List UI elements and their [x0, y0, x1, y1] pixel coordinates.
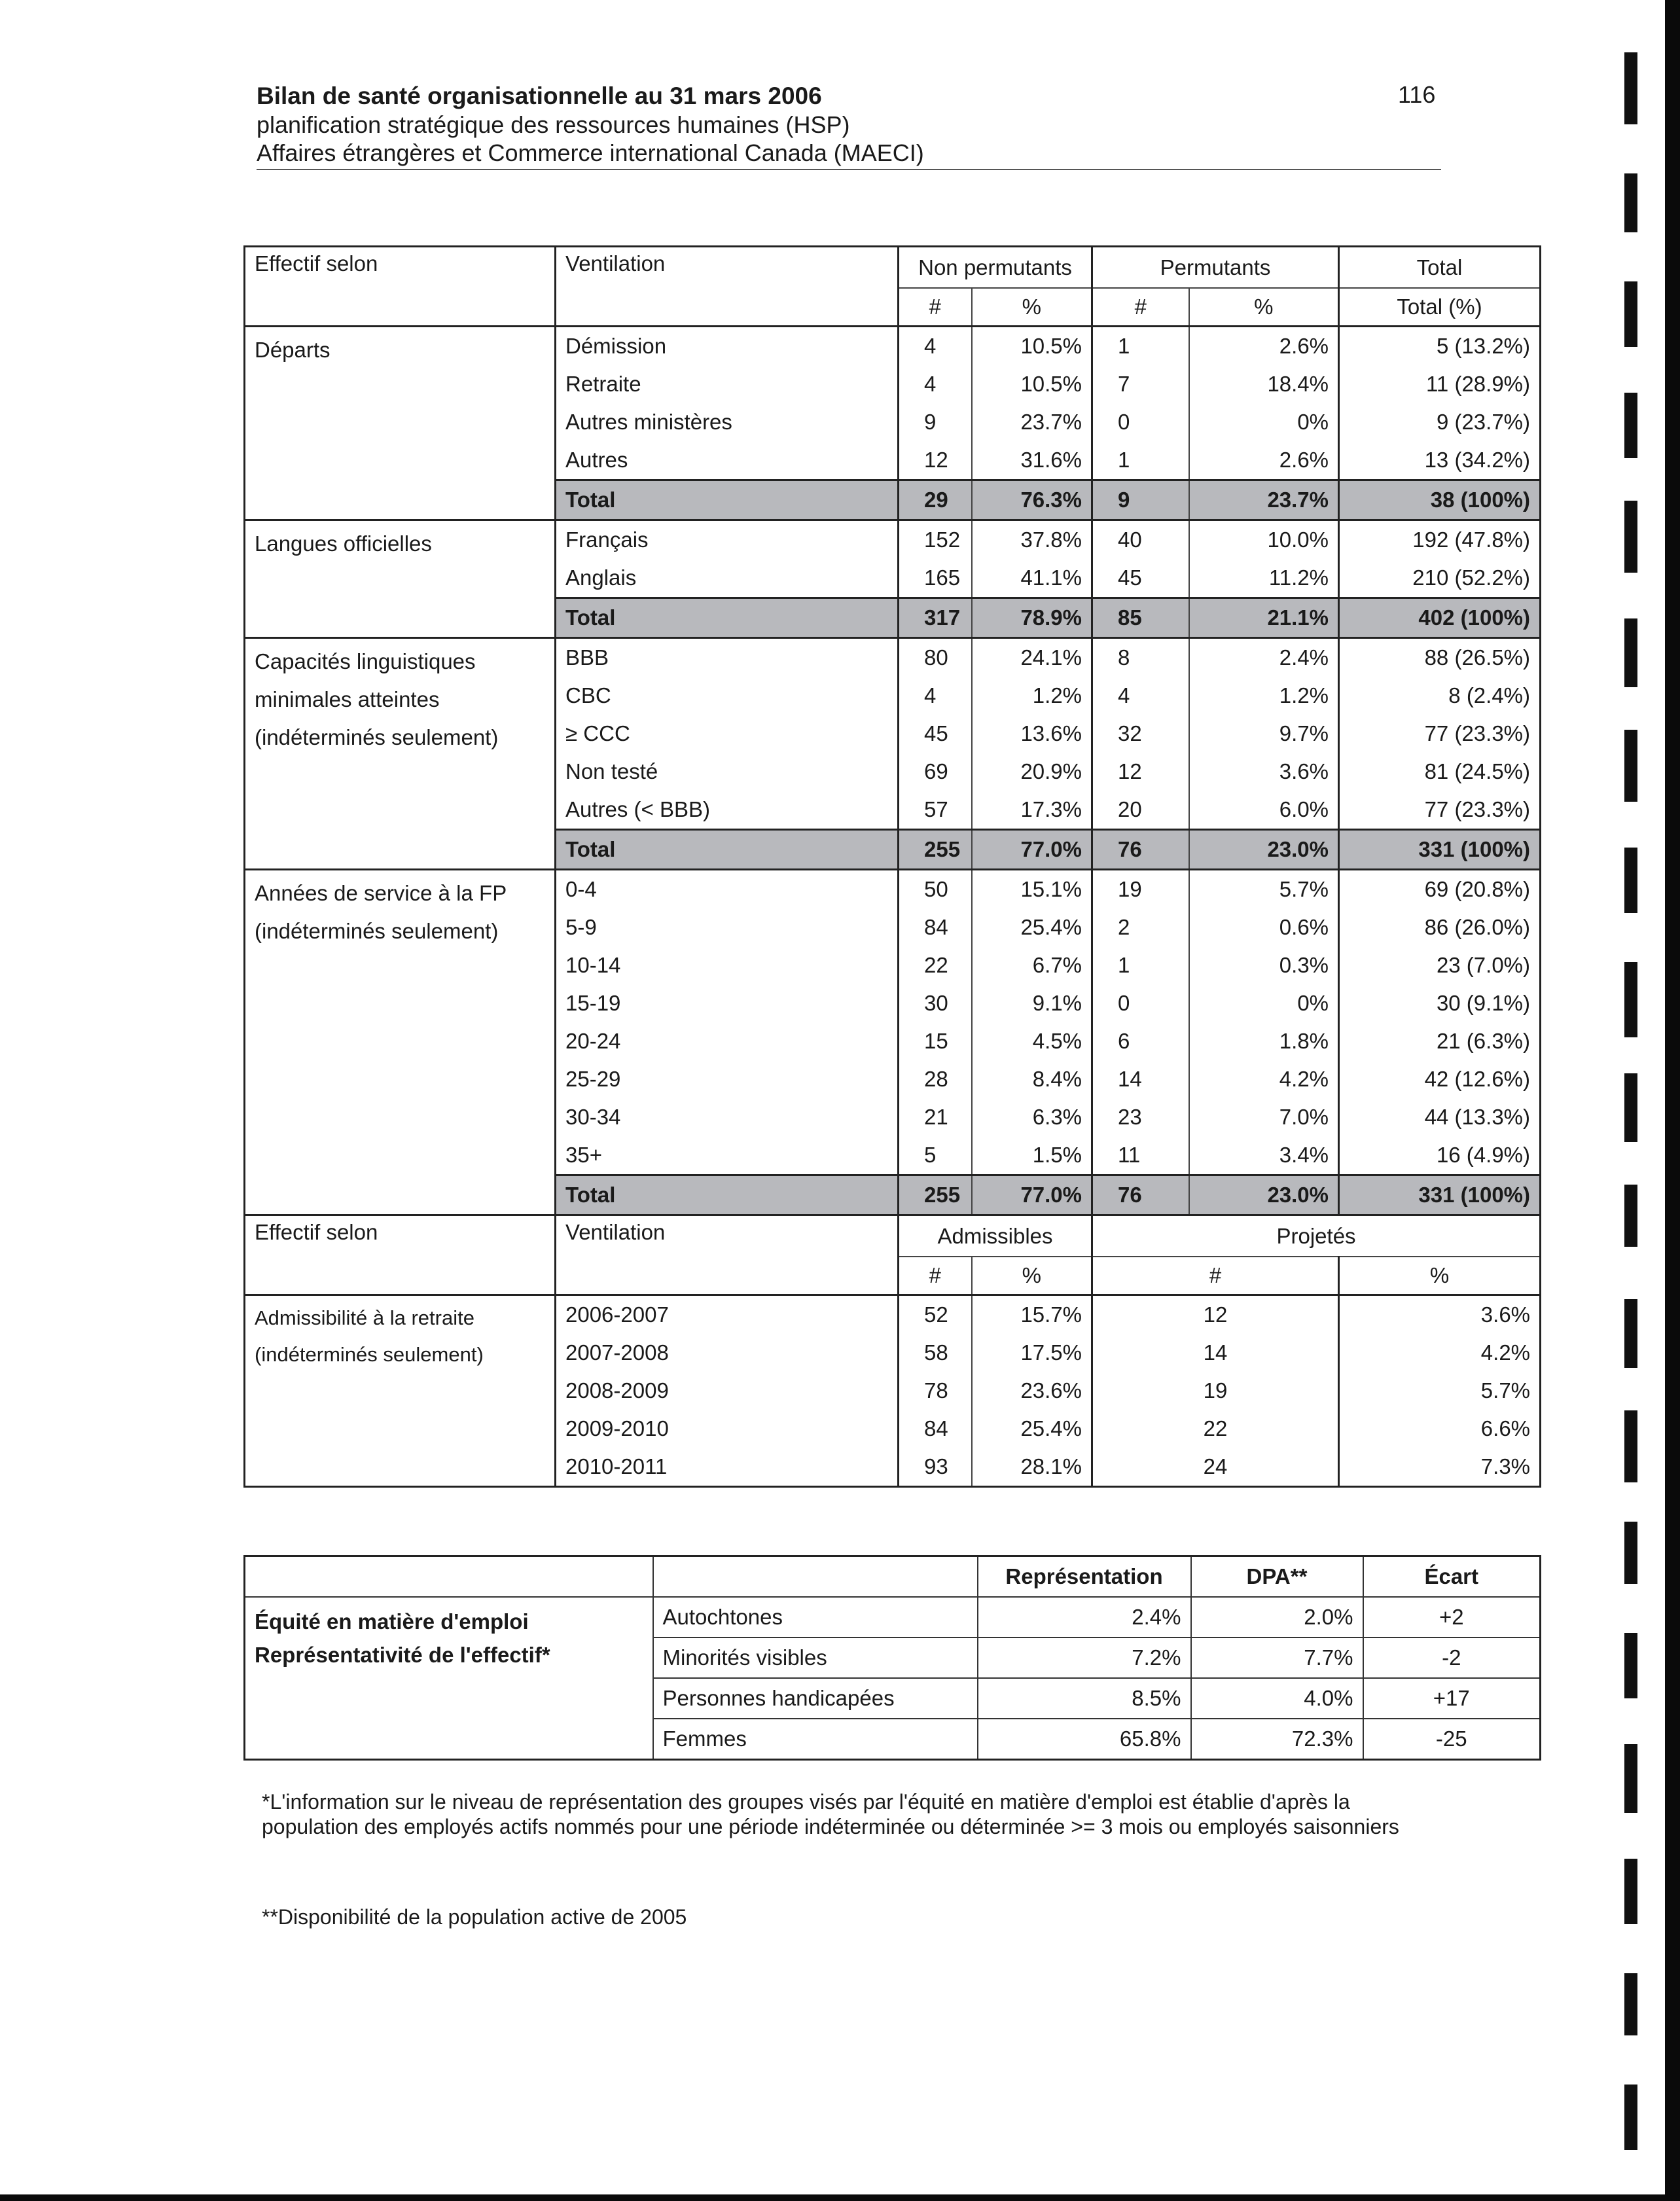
header-row — [245, 288, 1541, 327]
footnote-equity: *L'information sur le niveau de représentation des groupes visés par l'équité en matière d'emploi est établie d'après la population des employés actifs nommés pour une période indéterminée ou déterminée >= 3 mois ou employés saisonniers — [262, 1790, 1399, 1838]
non-permutants-pct: 1.2% — [972, 677, 1092, 715]
binder-mark — [1624, 1410, 1637, 1482]
retraite-row — [245, 1295, 1541, 1334]
retraite-header-row — [245, 1257, 1541, 1295]
total-permutants-pct: 21.1% — [1189, 598, 1339, 638]
non-permutants-pct: 25.4% — [972, 908, 1092, 946]
document-subtitle: planification stratégique des ressources humaines (HSP) — [257, 111, 850, 138]
permutants-pct: 2.6% — [1189, 441, 1339, 480]
table-row — [245, 327, 1541, 366]
total-value: 44 (13.3%) — [1339, 1098, 1541, 1136]
retraite-period: 2009-2010 — [556, 1410, 899, 1448]
non-permutants-pct: 10.5% — [972, 327, 1092, 366]
equity-representation: 65.8% — [978, 1719, 1191, 1760]
binder-mark — [1624, 730, 1637, 802]
permutants-pct: 0.3% — [1189, 946, 1339, 984]
row-ventilation: 15-19 — [556, 984, 899, 1022]
total-value: 69 (20.8%) — [1339, 870, 1541, 909]
total-value: 23 (7.0%) — [1339, 946, 1541, 984]
header-hash: # — [899, 1257, 972, 1295]
non-permutants-pct: 20.9% — [972, 753, 1092, 791]
header-hash: # — [1092, 1257, 1339, 1295]
total-value: 13 (34.2%) — [1339, 441, 1541, 480]
header-pct: % — [972, 288, 1092, 327]
projetes-count: 24 — [1092, 1448, 1339, 1487]
page-border-bottom — [0, 2194, 1680, 2201]
permutants-pct: 18.4% — [1189, 365, 1339, 403]
total-value: 9 (23.7%) — [1339, 403, 1541, 441]
non-permutants-count: 9 — [899, 403, 972, 441]
permutants-pct: 1.2% — [1189, 677, 1339, 715]
permutants-count: 20 — [1092, 791, 1189, 830]
retraite-period: 2010-2011 — [556, 1448, 899, 1487]
footnote-dpa: **Disponibilité de la population active de 2005 — [262, 1905, 687, 1929]
binder-mark — [1624, 618, 1637, 687]
binder-mark — [1624, 52, 1637, 124]
header-non-permutants: Non permutants — [899, 247, 1092, 289]
binder-mark — [1624, 1299, 1637, 1368]
equity-header-dpa: DPA** — [1191, 1556, 1363, 1598]
total-total-value: 402 (100%) — [1339, 598, 1541, 638]
permutants-count: 1 — [1092, 441, 1189, 480]
binder-mark — [1624, 1633, 1637, 1698]
non-permutants-count: 69 — [899, 753, 972, 791]
permutants-pct: 10.0% — [1189, 520, 1339, 560]
projetes-pct: 3.6% — [1339, 1295, 1541, 1334]
header-pct: % — [972, 1257, 1092, 1295]
total-non-permutants-pct: 76.3% — [972, 480, 1092, 520]
header-hash: # — [899, 288, 972, 327]
total-label: Total — [556, 480, 899, 520]
document-title: Bilan de santé organisationnelle au 31 mars 2006 — [257, 82, 822, 109]
equity-label — [245, 1597, 653, 1760]
total-non-permutants-count: 255 — [899, 830, 972, 870]
group-label — [245, 327, 556, 520]
non-permutants-count: 45 — [899, 715, 972, 753]
permutants-count: 40 — [1092, 520, 1189, 560]
non-permutants-count: 12 — [899, 441, 972, 480]
equity-label-line2: Représentativité de l'effectif* — [255, 1643, 550, 1667]
header-row — [245, 247, 1541, 289]
permutants-pct: 4.2% — [1189, 1060, 1339, 1098]
binder-mark — [1624, 1859, 1637, 1924]
total-label: Total — [556, 830, 899, 870]
admissibles-pct: 23.6% — [972, 1372, 1092, 1410]
equity-header-row — [245, 1556, 1541, 1598]
total-permutants-count: 9 — [1092, 480, 1189, 520]
table-row — [245, 870, 1541, 909]
permutants-count: 14 — [1092, 1060, 1189, 1098]
permutants-pct: 3.4% — [1189, 1136, 1339, 1175]
group-label — [245, 520, 556, 638]
total-value: 8 (2.4%) — [1339, 677, 1541, 715]
non-permutants-pct: 9.1% — [972, 984, 1092, 1022]
permutants-pct: 3.6% — [1189, 753, 1339, 791]
permutants-count: 4 — [1092, 677, 1189, 715]
non-permutants-count: 4 — [899, 365, 972, 403]
binder-mark — [1624, 962, 1637, 1037]
equity-representation: 2.4% — [978, 1597, 1191, 1637]
binder-mark — [1624, 1744, 1637, 1813]
non-permutants-count: 22 — [899, 946, 972, 984]
total-value: 16 (4.9%) — [1339, 1136, 1541, 1175]
page-border-right — [1665, 0, 1680, 2201]
permutants-count: 8 — [1092, 638, 1189, 677]
total-total-value: 331 (100%) — [1339, 830, 1541, 870]
total-value: 42 (12.6%) — [1339, 1060, 1541, 1098]
header-blank — [245, 288, 556, 327]
equity-ecart: +2 — [1363, 1597, 1541, 1637]
admissibles-count: 93 — [899, 1448, 972, 1487]
projetes-count: 22 — [1092, 1410, 1339, 1448]
row-ventilation: Français — [556, 520, 899, 560]
total-non-permutants-pct: 78.9% — [972, 598, 1092, 638]
row-ventilation: Autres ministères — [556, 403, 899, 441]
non-permutants-count: 165 — [899, 559, 972, 598]
total-permutants-pct: 23.7% — [1189, 480, 1339, 520]
permutants-pct: 0% — [1189, 403, 1339, 441]
permutants-pct: 2.4% — [1189, 638, 1339, 677]
total-non-permutants-count: 29 — [899, 480, 972, 520]
equity-dpa: 72.3% — [1191, 1719, 1363, 1760]
non-permutants-pct: 17.3% — [972, 791, 1092, 830]
non-permutants-pct: 31.6% — [972, 441, 1092, 480]
total-non-permutants-count: 317 — [899, 598, 972, 638]
permutants-count: 1 — [1092, 327, 1189, 366]
group-label-line: Années de service à la FP — [255, 881, 507, 905]
binder-mark — [1624, 848, 1637, 913]
admissibles-pct: 15.7% — [972, 1295, 1092, 1334]
equity-ecart: -2 — [1363, 1637, 1541, 1678]
admissibles-count: 78 — [899, 1372, 972, 1410]
binder-mark — [1624, 2085, 1637, 2150]
binder-mark — [1624, 1973, 1637, 2035]
equity-group: Autochtones — [653, 1597, 978, 1637]
row-ventilation: 5-9 — [556, 908, 899, 946]
group-label-line: Capacités linguistiques — [255, 649, 476, 673]
binder-mark — [1624, 501, 1637, 573]
header-pct: % — [1339, 1257, 1541, 1295]
permutants-count: 11 — [1092, 1136, 1189, 1175]
non-permutants-count: 50 — [899, 870, 972, 909]
equity-label-line1: Équité en matière d'emploi — [255, 1609, 529, 1634]
total-label: Total — [556, 1175, 899, 1215]
permutants-count: 12 — [1092, 753, 1189, 791]
group-label-line: Langues officielles — [255, 531, 432, 556]
admissibles-count: 58 — [899, 1334, 972, 1372]
equity-dpa: 7.7% — [1191, 1637, 1363, 1678]
total-permutants-count: 76 — [1092, 1175, 1189, 1215]
equity-group: Femmes — [653, 1719, 978, 1760]
non-permutants-count: 30 — [899, 984, 972, 1022]
projetes-count: 12 — [1092, 1295, 1339, 1334]
row-ventilation: ≥ CCC — [556, 715, 899, 753]
projetes-pct: 7.3% — [1339, 1448, 1541, 1487]
group-label — [245, 638, 556, 870]
admissibles-count: 84 — [899, 1410, 972, 1448]
non-permutants-pct: 6.7% — [972, 946, 1092, 984]
total-value: 30 (9.1%) — [1339, 984, 1541, 1022]
non-permutants-count: 152 — [899, 520, 972, 560]
row-ventilation: BBB — [556, 638, 899, 677]
projetes-count: 19 — [1092, 1372, 1339, 1410]
equity-ecart: -25 — [1363, 1719, 1541, 1760]
permutants-pct: 7.0% — [1189, 1098, 1339, 1136]
header-pct: % — [1189, 288, 1339, 327]
projetes-pct: 6.6% — [1339, 1410, 1541, 1448]
binder-mark — [1624, 173, 1637, 232]
admissibles-pct: 17.5% — [972, 1334, 1092, 1372]
permutants-count: 2 — [1092, 908, 1189, 946]
total-permutants-pct: 23.0% — [1189, 1175, 1339, 1215]
row-ventilation: Non testé — [556, 753, 899, 791]
non-permutants-pct: 41.1% — [972, 559, 1092, 598]
non-permutants-pct: 6.3% — [972, 1098, 1092, 1136]
row-ventilation: Anglais — [556, 559, 899, 598]
header-effectif: Effectif selon — [255, 251, 378, 276]
permutants-count: 6 — [1092, 1022, 1189, 1060]
projetes-count: 14 — [1092, 1334, 1339, 1372]
binder-mark — [1624, 281, 1637, 347]
header-total: Total — [1339, 247, 1541, 289]
equity-header-blank2 — [653, 1556, 978, 1598]
total-permutants-count: 85 — [1092, 598, 1189, 638]
equity-row — [245, 1597, 1541, 1637]
header-effectif: Effectif selon — [245, 1215, 556, 1257]
non-permutants-count: 15 — [899, 1022, 972, 1060]
table-row — [245, 638, 1541, 677]
total-permutants-count: 76 — [1092, 830, 1189, 870]
row-ventilation: 0-4 — [556, 870, 899, 909]
non-permutants-count: 21 — [899, 1098, 972, 1136]
table-row — [245, 520, 1541, 560]
retraite-period: 2006-2007 — [556, 1295, 899, 1334]
projetes-pct: 5.7% — [1339, 1372, 1541, 1410]
row-ventilation: 25-29 — [556, 1060, 899, 1098]
non-permutants-count: 4 — [899, 327, 972, 366]
header-ventilation: Ventilation — [556, 1215, 899, 1257]
equity-table — [243, 1555, 1541, 1761]
permutants-pct: 6.0% — [1189, 791, 1339, 830]
binder-mark — [1624, 393, 1637, 458]
row-ventilation: Démission — [556, 327, 899, 366]
binder-mark — [1624, 1185, 1637, 1247]
equity-header-blank — [245, 1556, 653, 1598]
group-label — [245, 870, 556, 1215]
equity-header-ecart: Écart — [1363, 1556, 1541, 1598]
equity-dpa: 2.0% — [1191, 1597, 1363, 1637]
total-value: 86 (26.0%) — [1339, 908, 1541, 946]
permutants-pct: 0% — [1189, 984, 1339, 1022]
permutants-count: 7 — [1092, 365, 1189, 403]
retraite-period: 2007-2008 — [556, 1334, 899, 1372]
equity-group: Minorités visibles — [653, 1637, 978, 1678]
admissibles-pct: 25.4% — [972, 1410, 1092, 1448]
total-value: 11 (28.9%) — [1339, 365, 1541, 403]
total-total-value: 38 (100%) — [1339, 480, 1541, 520]
non-permutants-count: 4 — [899, 677, 972, 715]
header-ventilation: Ventilation — [556, 247, 899, 289]
total-total-value: 331 (100%) — [1339, 1175, 1541, 1215]
permutants-pct: 1.8% — [1189, 1022, 1339, 1060]
non-permutants-pct: 8.4% — [972, 1060, 1092, 1098]
total-value: 5 (13.2%) — [1339, 327, 1541, 366]
equity-ecart: +17 — [1363, 1678, 1541, 1719]
header-admissibles: Admissibles — [899, 1215, 1092, 1257]
total-non-permutants-pct: 77.0% — [972, 1175, 1092, 1215]
non-permutants-pct: 10.5% — [972, 365, 1092, 403]
retraite-period: 2008-2009 — [556, 1372, 899, 1410]
permutants-count: 45 — [1092, 559, 1189, 598]
total-label: Total — [556, 598, 899, 638]
retraite-label-line: Admissibilité à la retraite — [255, 1306, 474, 1329]
total-value: 77 (23.3%) — [1339, 791, 1541, 830]
row-ventilation: Autres — [556, 441, 899, 480]
total-value: 77 (23.3%) — [1339, 715, 1541, 753]
retraite-label — [245, 1295, 556, 1487]
projetes-pct: 4.2% — [1339, 1334, 1541, 1372]
total-value: 210 (52.2%) — [1339, 559, 1541, 598]
equity-header-representation: Représentation — [978, 1556, 1191, 1598]
permutants-count: 1 — [1092, 946, 1189, 984]
equity-group: Personnes handicapées — [653, 1678, 978, 1719]
non-permutants-count: 28 — [899, 1060, 972, 1098]
header-rule — [257, 169, 1441, 170]
permutants-count: 32 — [1092, 715, 1189, 753]
total-non-permutants-pct: 77.0% — [972, 830, 1092, 870]
group-label-line: (indéterminés seulement) — [255, 919, 499, 943]
header-blank — [556, 288, 899, 327]
header-total-pct: Total (%) — [1339, 288, 1541, 327]
row-ventilation: 35+ — [556, 1136, 899, 1175]
workforce-table — [243, 245, 1541, 1488]
group-label-line: Départs — [255, 338, 331, 362]
total-value: 81 (24.5%) — [1339, 753, 1541, 791]
permutants-count: 19 — [1092, 870, 1189, 909]
non-permutants-count: 5 — [899, 1136, 972, 1175]
non-permutants-pct: 15.1% — [972, 870, 1092, 909]
total-value: 192 (47.8%) — [1339, 520, 1541, 560]
group-label-line: minimales atteintes — [255, 687, 440, 711]
permutants-pct: 0.6% — [1189, 908, 1339, 946]
row-ventilation: 10-14 — [556, 946, 899, 984]
row-ventilation: 30-34 — [556, 1098, 899, 1136]
document-department: Affaires étrangères et Commerce international Canada (MAECI) — [257, 139, 924, 166]
group-label-line: (indéterminés seulement) — [255, 725, 499, 749]
total-non-permutants-count: 255 — [899, 1175, 972, 1215]
non-permutants-count: 80 — [899, 638, 972, 677]
admissibles-count: 52 — [899, 1295, 972, 1334]
permutants-pct: 9.7% — [1189, 715, 1339, 753]
row-ventilation: 20-24 — [556, 1022, 899, 1060]
page-number: 116 — [1398, 81, 1436, 108]
binder-mark — [1624, 1522, 1637, 1584]
retraite-header-row — [245, 1215, 1541, 1257]
header-blank — [556, 1257, 899, 1295]
equity-representation: 7.2% — [978, 1637, 1191, 1678]
row-ventilation: CBC — [556, 677, 899, 715]
binder-mark — [1624, 1073, 1637, 1142]
total-value: 21 (6.3%) — [1339, 1022, 1541, 1060]
equity-representation: 8.5% — [978, 1678, 1191, 1719]
non-permutants-pct: 4.5% — [972, 1022, 1092, 1060]
header-blank — [245, 1257, 556, 1295]
header-projetes: Projetés — [1092, 1215, 1541, 1257]
row-ventilation: Retraite — [556, 365, 899, 403]
non-permutants-pct: 37.8% — [972, 520, 1092, 560]
total-permutants-pct: 23.0% — [1189, 830, 1339, 870]
non-permutants-count: 57 — [899, 791, 972, 830]
header-permutants: Permutants — [1092, 247, 1339, 289]
non-permutants-pct: 13.6% — [972, 715, 1092, 753]
permutants-pct: 5.7% — [1189, 870, 1339, 909]
retraite-label-line: (indéterminés seulement) — [255, 1343, 484, 1366]
non-permutants-pct: 24.1% — [972, 638, 1092, 677]
non-permutants-pct: 1.5% — [972, 1136, 1092, 1175]
non-permutants-pct: 23.7% — [972, 403, 1092, 441]
row-ventilation: Autres (< BBB) — [556, 791, 899, 830]
permutants-count: 23 — [1092, 1098, 1189, 1136]
permutants-pct: 2.6% — [1189, 327, 1339, 366]
admissibles-pct: 28.1% — [972, 1448, 1092, 1487]
permutants-pct: 11.2% — [1189, 559, 1339, 598]
non-permutants-count: 84 — [899, 908, 972, 946]
equity-dpa: 4.0% — [1191, 1678, 1363, 1719]
permutants-count: 0 — [1092, 403, 1189, 441]
permutants-count: 0 — [1092, 984, 1189, 1022]
header-hash: # — [1092, 288, 1189, 327]
total-value: 88 (26.5%) — [1339, 638, 1541, 677]
